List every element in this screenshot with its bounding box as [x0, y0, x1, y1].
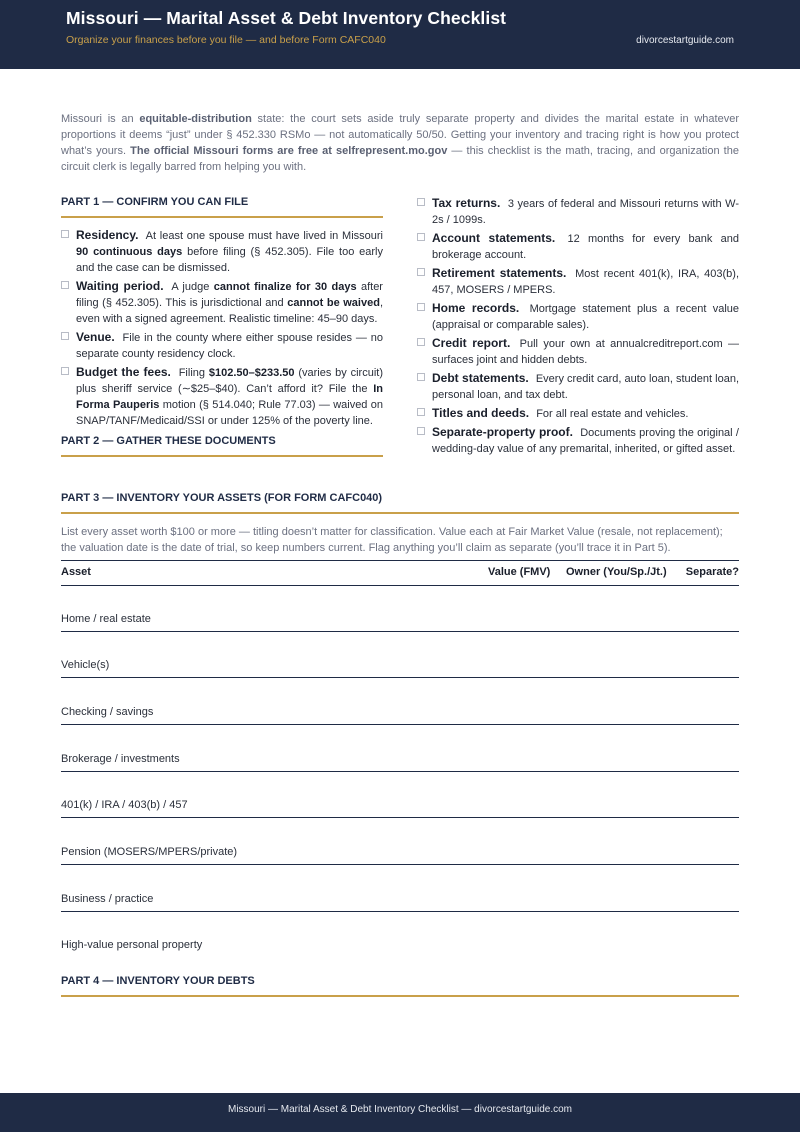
- col-owner: Owner (You/Sp./Jt.): [566, 566, 667, 578]
- item-bold: cannot be waived: [287, 297, 380, 309]
- item-label: Retirement statements.: [432, 266, 567, 280]
- intro-bold-1: equitable-distribution: [139, 113, 252, 125]
- checklist-item-waiting-period: [61, 278, 383, 327]
- checklist-item-account-statements: [417, 230, 739, 263]
- page-title: Missouri — Marital Asset & Debt Inventory Checklist: [66, 8, 507, 28]
- item-text: Every credit card, auto loan, student loan, personal loan, and tax debt.: [432, 373, 740, 401]
- item-text: , even with a signed agreement. Realistic timeline: 45–90 days.: [76, 297, 383, 325]
- asset-name: Business / practice: [61, 893, 154, 905]
- item-bold: 90 continuous days: [76, 246, 183, 258]
- checkbox[interactable]: [417, 373, 425, 381]
- part2-title: PART 2 — GATHER THESE DOCUMENTS: [61, 435, 383, 457]
- page-subtitle: Organize your finances before you file — and before Form CAFC040: [66, 34, 386, 46]
- item-text: For all real estate and vehicles.: [533, 408, 689, 420]
- item-label: Tax returns.: [432, 196, 501, 210]
- col-value: Value (FMV): [488, 566, 551, 578]
- intro-paragraph: [61, 111, 739, 175]
- item-text: motion (§ 514.040; Rule 77.03) — waived on SNAP/TANF/Medicaid/SSI or under 125% of the poverty line.: [76, 399, 383, 427]
- item-text: (varies by circuit) plus sheriff service (∼$25–$40). Can’t afford it? File the: [76, 367, 383, 395]
- checkbox[interactable]: [417, 338, 425, 346]
- item-text: Pull your own at annualcreditreport.com — surfaces joint and hidden debts.: [432, 338, 740, 366]
- checkbox[interactable]: [417, 408, 425, 416]
- item-bold: In Forma Pauperis: [76, 383, 383, 411]
- item-label: Home records.: [432, 301, 520, 315]
- checklist-item-home-records: [417, 300, 739, 333]
- checkbox[interactable]: [417, 198, 425, 206]
- asset-name: Brokerage / investments: [61, 753, 180, 765]
- checklist-item-residency: [61, 227, 383, 276]
- checkbox[interactable]: [61, 367, 69, 375]
- asset-name: High-value personal property: [61, 939, 203, 951]
- asset-row-home[interactable]: [61, 611, 739, 632]
- item-text: Most recent 401(k), IRA, 403(b), 457, MOSERS / MPERS.: [432, 268, 740, 296]
- asset-row-retirement[interactable]: [61, 797, 739, 818]
- checklist-item-tax-returns: [417, 195, 739, 228]
- intro-text-2: state: the court sets aside truly separate property and divides the marital estate in whatever proportions it deems “just” under § 452.330 RSMo — not automatically 50/50. Getting your inventory and tracing right is how you protect what’s yours.: [61, 113, 739, 157]
- checkbox[interactable]: [417, 427, 425, 435]
- item-text: Mortgage statement plus a recent value (appraisal or comparable sales).: [432, 303, 740, 331]
- asset-row-vehicles[interactable]: [61, 657, 739, 678]
- part3-note: List every asset worth $100 or more — titling doesn’t matter for classification. Value each at Fair Market Value (resale, not replacement); the valuation date is the date of trial, so keep numbers current. Flag anything you’ll claim as separate (you’ll trace it in Part 5).: [61, 526, 723, 554]
- asset-row-business[interactable]: [61, 891, 739, 912]
- item-label: Waiting period.: [76, 279, 164, 293]
- item-label: Venue.: [76, 330, 115, 344]
- item-label: Titles and deeds.: [432, 406, 530, 420]
- asset-row-personal-property[interactable]: [61, 937, 739, 957]
- checkbox[interactable]: [417, 233, 425, 241]
- item-label: Separate-property proof.: [432, 425, 573, 439]
- item-label: Account statements.: [432, 231, 556, 245]
- asset-name: Checking / savings: [61, 706, 154, 718]
- item-text: 3 years of federal and Missouri returns with W-2s / 1099s.: [432, 198, 739, 226]
- site-name: divorcestartguide.com: [636, 35, 734, 46]
- item-text: before filing (§ 452.305). File too early and the case can be dismissed.: [76, 246, 383, 274]
- col-separate: Separate?: [685, 566, 739, 578]
- asset-table-header: [61, 560, 739, 586]
- page-header: [0, 0, 800, 69]
- page-footer: Missouri — Marital Asset & Debt Inventory Checklist — divorcestartguide.com: [0, 1093, 800, 1132]
- part3-title: PART 3 — INVENTORY YOUR ASSETS (FOR FORM CAFC040): [61, 492, 739, 514]
- checklist-item-credit-report: [417, 335, 739, 368]
- checklist-item-separate-property: [417, 424, 739, 457]
- part1-checklist: [61, 227, 383, 431]
- checkbox[interactable]: [61, 281, 69, 289]
- item-text: Documents proving the original / wedding-day value of any premarital, inherited, or gifted asset.: [432, 427, 739, 455]
- checklist-item-venue: [61, 329, 383, 362]
- asset-row-pension[interactable]: [61, 844, 739, 865]
- part2-checklist: [417, 195, 739, 459]
- item-text: 12 months for every bank and brokerage account.: [432, 233, 739, 261]
- item-label: Budget the fees.: [76, 365, 171, 379]
- part4-title: PART 4 — INVENTORY YOUR DEBTS: [61, 975, 739, 997]
- item-bold: $102.50–$233.50: [208, 367, 295, 379]
- col-asset: Asset: [61, 566, 91, 578]
- item-text: At least one spouse must have lived in Missouri: [142, 230, 383, 242]
- checklist-item-retirement-statements: [417, 265, 739, 298]
- item-label: Debt statements.: [432, 371, 529, 385]
- asset-row-checking[interactable]: [61, 704, 739, 725]
- checkbox[interactable]: [61, 230, 69, 238]
- asset-name: Vehicle(s): [61, 659, 110, 671]
- checkbox[interactable]: [417, 268, 425, 276]
- checklist-item-debt-statements: [417, 370, 739, 403]
- item-text: File in the county where either spouse resides — no separate county residency clock.: [76, 332, 383, 360]
- checklist-item-titles-deeds: [417, 405, 739, 422]
- intro-text-3: — this checklist is the math, tracing, and organization the circuit clerk is legally barred from helping you with.: [61, 145, 739, 173]
- item-text: Filing: [174, 367, 209, 379]
- intro-text-1: Missouri is an: [61, 113, 140, 125]
- intro-bold-2: The official Missouri forms are free at selfrepresent.mo.gov: [130, 145, 448, 157]
- checkbox[interactable]: [417, 303, 425, 311]
- item-label: Residency.: [76, 228, 139, 242]
- asset-name: Pension (MOSERS/MPERS/private): [61, 846, 238, 858]
- asset-row-brokerage[interactable]: [61, 751, 739, 772]
- item-text: after filing (§ 452.305). This is jurisdictional and: [76, 281, 383, 309]
- checklist-item-fees: [61, 364, 383, 429]
- item-label: Credit report.: [432, 336, 511, 350]
- checkbox[interactable]: [61, 332, 69, 340]
- asset-name: 401(k) / IRA / 403(b) / 457: [61, 799, 188, 811]
- part1-title: PART 1 — CONFIRM YOU CAN FILE: [61, 196, 383, 218]
- asset-name: Home / real estate: [61, 613, 151, 625]
- item-bold: cannot finalize for 30 days: [213, 281, 357, 293]
- item-text: A judge: [167, 281, 214, 293]
